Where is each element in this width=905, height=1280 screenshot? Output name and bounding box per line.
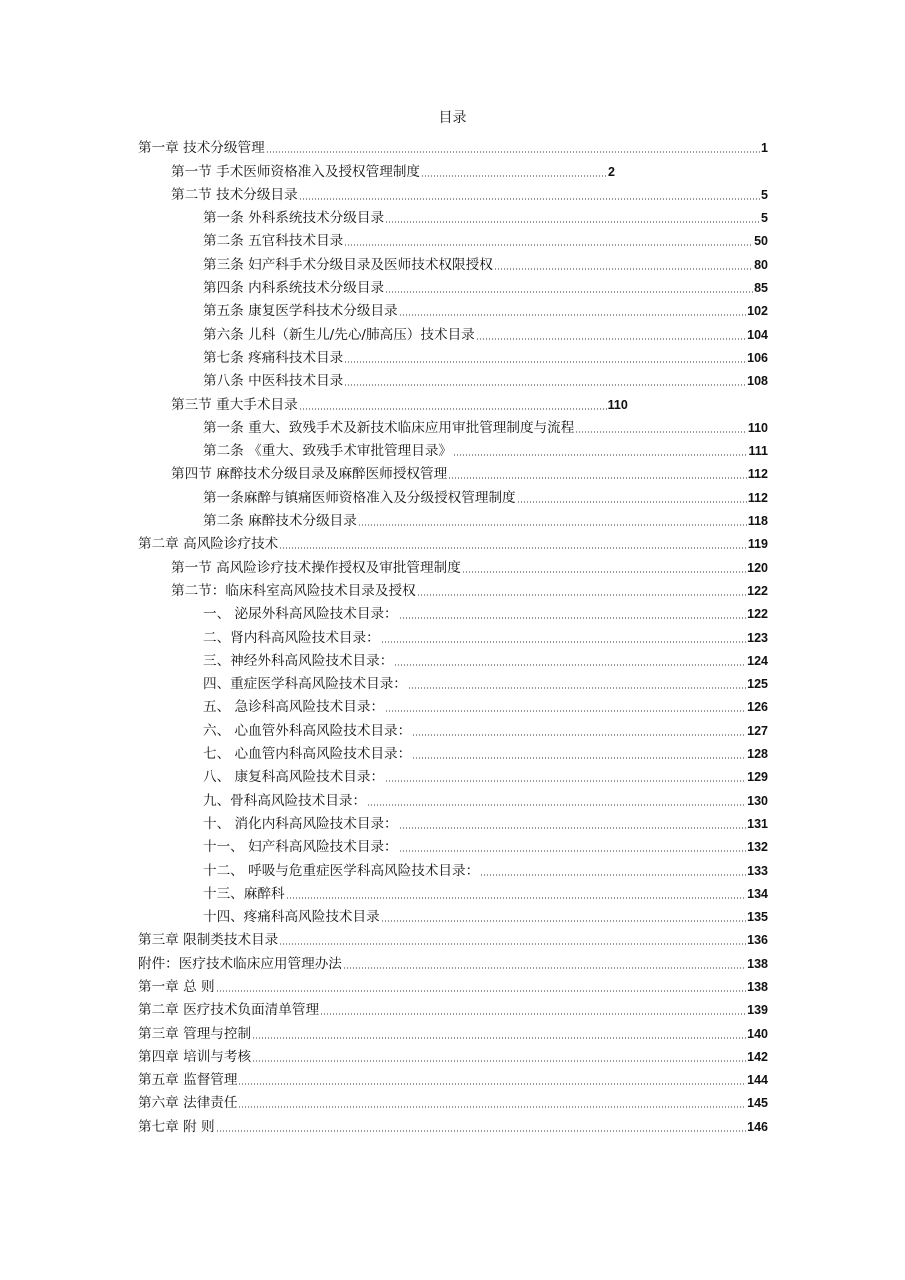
toc-entry[interactable] [138,367,768,390]
toc-page-number: 119 [747,537,768,552]
toc-entry-label: 第三节 重大手术目录 [171,396,298,413]
toc-dot-leader [286,897,747,899]
toc-dot-leader [266,151,760,153]
toc-page-number: 50 [754,234,768,249]
toc-dot-leader [252,1060,746,1062]
toc-dot-leader [385,780,746,782]
toc-entry-label: 第六章 法律责任 [138,1095,238,1112]
toc-entry[interactable] [138,740,768,763]
toc-dot-leader [575,431,746,433]
table-of-contents [138,134,768,1136]
toc-entry-label: 第二节 技术分级目录 [171,186,298,203]
toc-page-number: 145 [747,1096,768,1111]
toc-page-number: 1 [761,141,768,156]
toc-page-number: 106 [747,350,768,365]
toc-entry-label: 第一条麻醉与镇痛医师资格准入及分级授权管理制度 [203,489,516,506]
toc-dot-leader [299,408,607,410]
toc-entry[interactable] [138,949,768,972]
toc-page-number: 129 [747,770,768,785]
toc-page-number: 146 [747,1119,768,1134]
toc-page-number: 118 [747,514,768,529]
toc-entry[interactable] [138,227,768,250]
toc-dot-leader [216,990,747,992]
toc-page-number: 144 [747,1073,768,1088]
toc-page-number: 111 [748,444,768,459]
toc-page-number: 124 [747,653,768,668]
toc-entry-label: 第四节 麻醉技术分级目录及麻醉医师授权管理 [171,466,448,483]
toc-page-number: 5 [761,211,768,226]
toc-entry[interactable] [138,647,768,670]
toc-page-number: 139 [747,1003,768,1018]
toc-dot-leader [385,291,753,293]
toc-entry[interactable] [138,996,768,1019]
toc-page-number: 102 [747,304,768,319]
toc-page-number: 138 [747,956,768,971]
toc-entry-label: 第四条 内科系统技术分级目录 [203,280,385,297]
toc-dot-leader [343,967,746,969]
toc-entry[interactable] [138,693,768,716]
toc-entry-label: 十四、疼痛科高风险技术目录 [203,909,380,926]
toc-entry[interactable] [138,530,768,553]
toc-entry-label: 第六条 儿科（新生儿/先心/肺高压）技术目录 [203,326,475,343]
toc-dot-leader [344,244,753,246]
toc-entry[interactable] [138,926,768,949]
toc-entry[interactable] [138,134,768,157]
toc-entry-label: 第二章 医疗技术负面清单管理 [138,1002,320,1019]
toc-entry-label: 附件：医疗技术临床应用管理办法 [138,955,342,972]
toc-dot-leader [462,571,746,573]
toc-page-number: 123 [747,630,768,645]
toc-entry-label: 第一章 总 则 [138,978,215,995]
toc-dot-leader [238,1083,746,1085]
toc-entry-label: 十二、 呼吸与危重症医学科高风险技术目录： [203,862,480,879]
toc-entry[interactable] [138,390,768,413]
toc-dot-leader [412,757,746,759]
toc-dot-leader [279,943,746,945]
toc-dot-leader [381,641,746,643]
toc-entry-label: 第二条 麻醉技术分级目录 [203,513,357,530]
toc-dot-leader [399,827,747,829]
toc-dot-leader [421,175,607,177]
toc-page-number: 122 [747,607,768,622]
toc-page-number: 104 [747,327,768,342]
toc-entry[interactable] [138,577,768,600]
toc-page-number: 128 [747,747,768,762]
toc-entry[interactable] [138,181,768,204]
toc-page-number: 140 [747,1026,768,1041]
toc-entry[interactable] [138,1112,768,1135]
toc-dot-leader [344,361,746,363]
toc-dot-leader [238,1106,746,1108]
toc-dot-leader [417,594,746,596]
toc-entry[interactable] [138,623,768,646]
toc-dot-leader [385,710,746,712]
toc-dot-leader [399,850,747,852]
toc-entry-label: 第二章 高风险诊疗技术 [138,536,279,553]
toc-entry-label: 第一节 高风险诊疗技术操作授权及审批管理制度 [171,559,461,576]
toc-entry[interactable] [138,1019,768,1042]
toc-entry[interactable] [138,600,768,623]
toc-dot-leader [480,874,746,876]
toc-entry[interactable] [138,716,768,739]
toc-dot-leader [412,734,746,736]
toc-page-number: 127 [747,723,768,738]
toc-title: 目录 [438,110,467,126]
toc-entry-label: 第二条 《重大、致残手术审批管理目录》 [203,443,453,460]
toc-entry-label: 第三章 限制类技术目录 [138,932,279,949]
toc-entry-label: 八、 康复科高风险技术目录： [203,769,385,786]
toc-page-number: 85 [754,281,768,296]
toc-entry-label: 第七章 附 则 [138,1118,215,1135]
toc-entry[interactable] [138,786,768,809]
toc-dot-leader [299,198,760,200]
toc-dot-leader [279,547,747,549]
toc-dot-leader [252,1037,746,1039]
toc-entry[interactable] [138,460,768,483]
toc-page-number: 112 [747,490,768,505]
toc-entry-label: 第七条 疼痛科技术目录 [203,349,344,366]
toc-entry-label: 第三章 管理与控制 [138,1025,252,1042]
toc-dot-leader [453,454,748,456]
toc-page-number: 108 [747,374,768,389]
toc-entry[interactable] [138,670,768,693]
toc-entry[interactable] [138,483,768,506]
toc-entry-label: 十三、麻醉科 [203,885,285,902]
toc-entry[interactable] [138,810,768,833]
toc-entry-label: 一、 泌尿外科高风险技术目录： [203,606,398,623]
toc-dot-leader [399,617,747,619]
toc-dot-leader [358,524,747,526]
toc-entry-label: 三、神经外科高风险技术目录： [203,652,394,669]
toc-entry[interactable] [138,1066,768,1089]
toc-entry[interactable] [138,973,768,996]
toc-entry-label: 六、 心血管外科高风险技术目录： [203,722,412,739]
toc-entry-label: 九、骨科高风险技术目录： [203,792,367,809]
toc-dot-leader [448,477,747,479]
toc-entry-label: 十一、 妇产科高风险技术目录： [203,839,398,856]
toc-dot-leader [367,804,746,806]
toc-entry[interactable] [138,903,768,926]
toc-dot-leader [385,221,760,223]
toc-entry[interactable] [138,274,768,297]
toc-entry-label: 五、 急诊科高风险技术目录： [203,699,385,716]
toc-entry[interactable] [138,507,768,530]
toc-entry[interactable] [138,157,768,180]
toc-entry-label: 第八条 中医科技术目录 [203,373,344,390]
toc-entry-label: 第一节 手术医师资格准入及授权管理制度 [171,163,421,180]
toc-dot-leader [494,268,753,270]
toc-entry-label: 十、 消化内科高风险技术目录： [203,815,398,832]
toc-entry[interactable] [138,414,768,437]
toc-entry[interactable] [138,1089,768,1112]
toc-page-number: 130 [747,793,768,808]
toc-dot-leader [381,920,746,922]
toc-page-number: 5 [761,187,768,202]
toc-entry-label: 七、 心血管内科高风险技术目录： [203,746,412,763]
toc-page-number: 110 [747,420,768,435]
toc-entry-label: 第五章 监督管理 [138,1072,238,1089]
toc-page-number: 110 [607,397,628,412]
toc-page-number: 132 [747,840,768,855]
toc-page-number: 133 [747,863,768,878]
toc-entry-label: 二、肾内科高风险技术目录： [203,629,380,646]
toc-page-number: 135 [747,910,768,925]
toc-page-number: 142 [747,1049,768,1064]
toc-page-number: 126 [747,700,768,715]
toc-page-number: 120 [747,560,768,575]
toc-page-number: 136 [747,933,768,948]
toc-entry[interactable] [138,250,768,273]
toc-entry[interactable] [138,833,768,856]
toc-entry[interactable] [138,297,768,320]
toc-page-number: 112 [747,467,768,482]
toc-dot-leader [216,1130,747,1132]
toc-entry-label: 第四章 培训与考核 [138,1048,252,1065]
toc-dot-leader [408,687,746,689]
toc-dot-leader [394,664,746,666]
toc-entry-label: 第三条 妇产科手术分级目录及医师技术权限授权 [203,256,493,273]
toc-dot-leader [517,501,747,503]
toc-entry-label: 第一条 重大、致残手术及新技术临床应用审批管理制度与流程 [203,419,575,436]
toc-entry[interactable] [138,880,768,903]
toc-entry[interactable] [138,856,768,879]
toc-entry[interactable] [138,437,768,460]
toc-entry[interactable] [138,204,768,227]
toc-entry-label: 四、重症医学科高风险技术目录： [203,676,407,693]
toc-entry-label: 第一条 外科系统技术分级目录 [203,210,385,227]
toc-page-number: 125 [747,677,768,692]
toc-dot-leader [399,314,747,316]
toc-entry[interactable] [138,1043,768,1066]
toc-page-number: 138 [747,979,768,994]
toc-entry-label: 第五条 康复医学科技术分级目录 [203,303,398,320]
toc-page-number: 80 [754,257,768,272]
toc-dot-leader [320,1013,746,1015]
toc-dot-leader [344,384,746,386]
toc-entry[interactable] [138,763,768,786]
toc-entry[interactable] [138,344,768,367]
toc-entry-label: 第二条 五官科技术目录 [203,233,344,250]
toc-entry[interactable] [138,553,768,576]
toc-page-number: 2 [608,164,615,179]
toc-dot-leader [476,338,746,340]
toc-entry[interactable] [138,320,768,343]
toc-page-number: 134 [747,886,768,901]
toc-entry-label: 第二节：临床科室高风险技术目录及授权 [171,582,416,599]
toc-page-number: 131 [747,816,768,831]
toc-entry-label: 第一章 技术分级管理 [138,140,265,157]
toc-page-number: 122 [747,583,768,598]
